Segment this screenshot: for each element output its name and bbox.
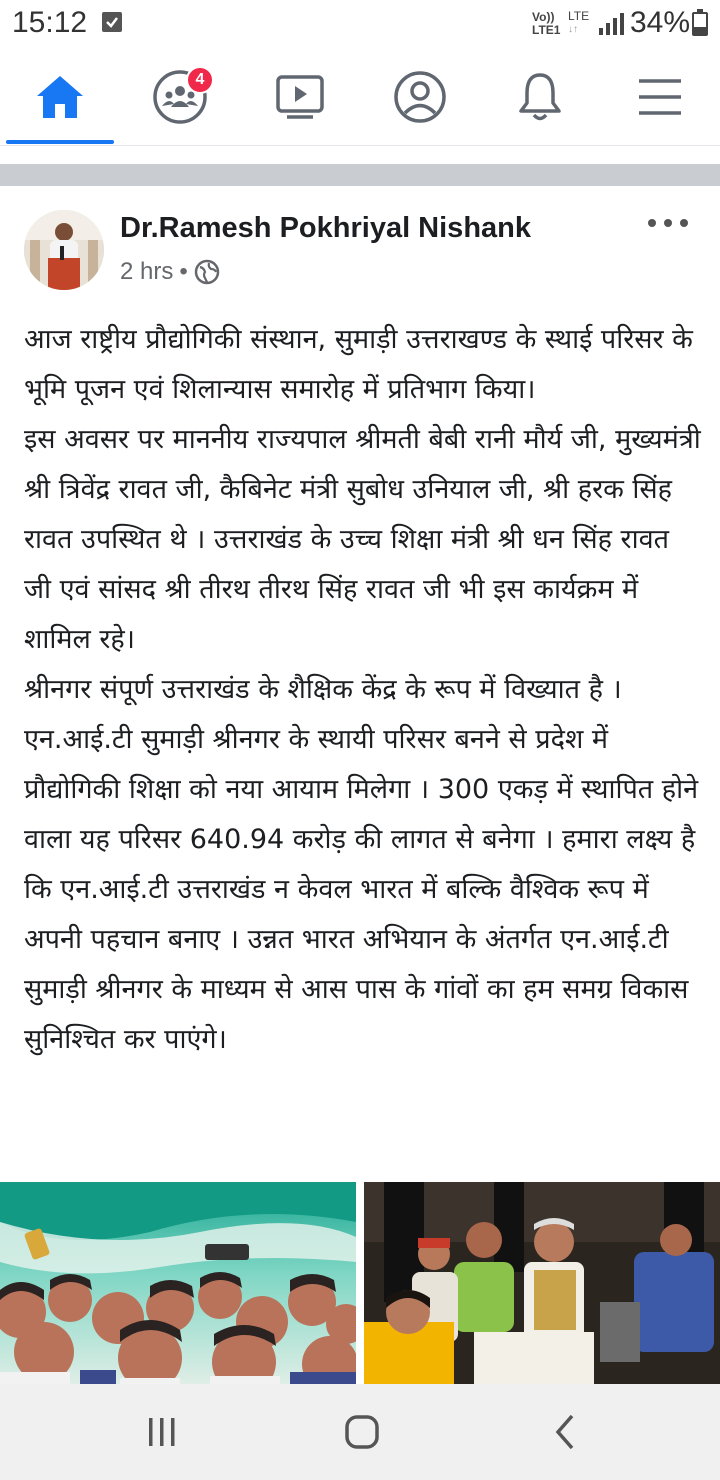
- checkbox-notification-icon: [102, 12, 122, 32]
- lte1-label: LTE1: [532, 23, 561, 37]
- post-author-name[interactable]: Dr.Ramesh Pokhriyal Nishank: [120, 212, 531, 244]
- post-paragraph: इस अवसर पर माननीय राज्यपाल श्रीमती बेबी रानी मौर्य जी, मुख्यमंत्री श्री त्रिवेंद्र रावत जी, कैबिनेट मंत्री सुबोध उनियाल जी, श्री हरक सिंह रावत उपस्थित थे । उत्तराखंड के उच्च शिक्षा मंत्री श्री धन सिंह रावत जी एवं सांसद श्री तीरथ तीरथ सिंह रावत जी भी इस कार्यक्रम में शामिल रहे।: [24, 424, 701, 655]
- home-icon: [35, 74, 85, 120]
- top-nav-bar: [0, 48, 720, 146]
- post-photo-ceremony[interactable]: [364, 1182, 720, 1384]
- nav-profile[interactable]: [360, 48, 480, 146]
- recent-apps-icon: [142, 1412, 182, 1452]
- dot-icon: [664, 219, 672, 227]
- nav-active-indicator: [6, 140, 114, 144]
- volte-label: Vo)): [532, 10, 555, 24]
- menu-icon: [637, 77, 683, 117]
- recent-apps-button[interactable]: [142, 1412, 182, 1452]
- feed-separator: [0, 164, 720, 186]
- nav-menu[interactable]: [600, 48, 720, 146]
- status-bar: [0, 0, 720, 48]
- system-nav-bar: [0, 1384, 720, 1480]
- meta-separator: •: [179, 258, 188, 285]
- post-paragraph: आज राष्ट्रीय प्रौद्योगिकी संस्थान, सुमाड़ी उत्तराखण्ड के स्थाई परिसर के भूमि पूजन एवं शिलान्यास समारोह में प्रतिभाग किया।: [24, 324, 693, 405]
- notifications-icon: [517, 71, 563, 123]
- nav-watch[interactable]: [240, 48, 360, 146]
- home-circle-icon: [342, 1412, 382, 1452]
- nav-notifications[interactable]: [480, 48, 600, 146]
- back-icon: [546, 1412, 586, 1452]
- profile-icon: [393, 70, 447, 124]
- post-meta: [120, 258, 220, 286]
- post-body: [24, 315, 704, 1065]
- post-header: [0, 186, 720, 306]
- data-arrows-icon: ↓↑: [568, 24, 578, 35]
- globe-icon: [194, 259, 220, 285]
- lte-indicator: [568, 9, 589, 37]
- battery-percentage: 34%: [630, 6, 691, 39]
- dot-icon: [680, 219, 688, 227]
- dot-icon: [648, 219, 656, 227]
- post-time[interactable]: 2 hrs: [120, 258, 174, 285]
- author-avatar[interactable]: [24, 210, 104, 290]
- notifications-badge: 4: [186, 66, 214, 94]
- home-button[interactable]: [342, 1412, 382, 1452]
- watch-icon: [275, 74, 325, 120]
- battery-icon: [692, 12, 708, 36]
- volte-indicator: [532, 11, 560, 37]
- signal-icon: [598, 12, 624, 36]
- post-photo-crowd[interactable]: [0, 1182, 356, 1384]
- nav-friends[interactable]: [120, 48, 240, 146]
- nav-home[interactable]: [0, 48, 120, 146]
- status-time: 15:12: [12, 6, 88, 39]
- lte-label: LTE: [568, 9, 590, 23]
- post-paragraph: श्रीनगर संपूर्ण उत्तराखंड के शैक्षिक केंद्र के रूप में विख्यात है । एन.आई.टी सुमाड़ी श्रीनगर के स्थायी परिसर बनने से प्रदेश में प्रौद्योगिकी शिक्षा को नया आयाम मिलेगा । 300 एकड़ में स्थापित होने वाला यह परिसर 640.94 करोड़ की लागत से बनेगा । हमारा लक्ष्य है कि एन.आई.टी उत्तराखंड न केवल भारत में बल्कि वैश्विक रूप में अपनी पहचान बनाए । उन्नत भारत अभियान के अंतर्गत एन.आई.टी सुमाड़ी श्रीनगर के माध्यम से आस पास के गांवों का हम समग्र विकास सुनिश्चित कर पाएंगे।: [24, 674, 699, 1055]
- post-more-options-button[interactable]: [648, 208, 688, 238]
- back-button[interactable]: [546, 1412, 586, 1452]
